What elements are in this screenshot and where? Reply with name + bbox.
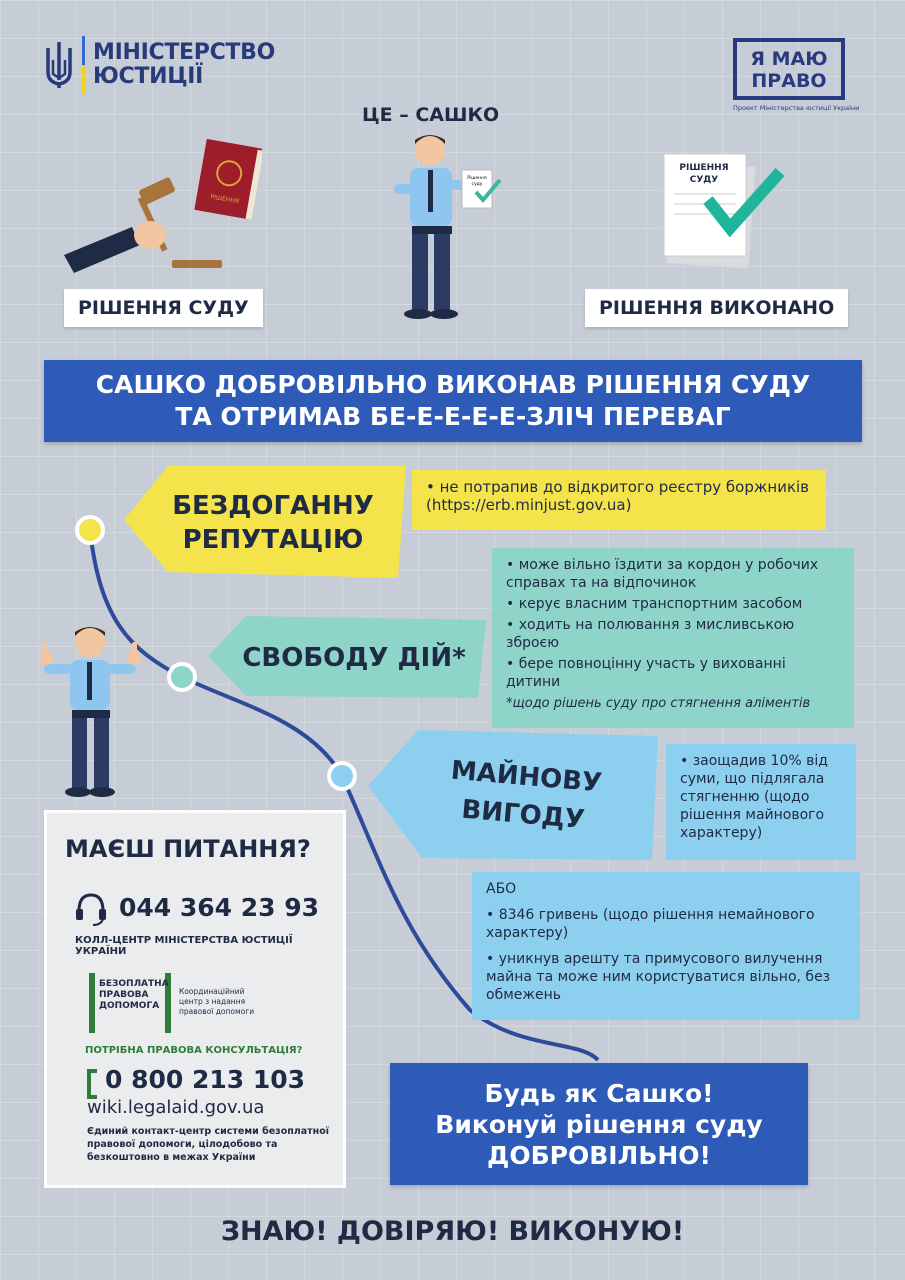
paper-label-line2: суду — [471, 182, 483, 187]
doc-label-line1: РІШЕННЯ — [679, 163, 729, 173]
legalaid-website[interactable]: wiki.legalaid.gov.ua — [87, 1097, 265, 1118]
path-dot-teal — [169, 664, 195, 690]
freedom-item3-line1: • ходить на полювання з мисливською — [506, 617, 795, 633]
project-logo-line2: ПРАВО — [751, 70, 827, 92]
coord-line2: центр з надання — [179, 997, 246, 1006]
property-line2: ВИГОДУ — [460, 794, 587, 836]
project-logo-subtitle: Проект Міністерства юстиції України — [733, 104, 860, 112]
property-text-line3: стягненню (щодо — [680, 789, 810, 805]
contact-phone[interactable]: 044 364 23 93 — [119, 893, 320, 922]
reputation-label — [158, 478, 388, 568]
contact-desc — [87, 1125, 329, 1164]
or-item2 — [486, 950, 846, 1004]
contact-title: МАЄШ ПИТАННЯ? — [65, 835, 311, 863]
freedom-item4-line2: дитини — [506, 674, 561, 690]
court-decision-label: РІШЕННЯ СУДУ — [64, 289, 263, 327]
freedom-info — [492, 548, 854, 728]
paper-label-line1: Рішення — [467, 176, 487, 181]
legal-logo-line1: БЕЗОПЛАТНА — [99, 979, 169, 989]
or-label: АБО — [486, 881, 517, 897]
reputation-line2: РЕПУТАЦІЮ — [182, 525, 364, 555]
path-dot-blue — [329, 763, 355, 789]
headset-icon — [73, 891, 109, 927]
property-label — [410, 748, 640, 844]
path-dot-yellow — [77, 517, 103, 543]
book-doc-label: РІШЕННЯ — [209, 193, 240, 206]
freedom-item3 — [506, 616, 840, 652]
freedom-item3-line2: зброєю — [506, 635, 559, 651]
contact-desc-line2: правової допомоги, цілодобово та — [87, 1139, 278, 1150]
freedom-item1-line1: • може вільно їздити за кордон у робочих — [506, 557, 819, 573]
doc-label-line2: СУДУ — [689, 175, 719, 185]
or-item2-line3: обмежень — [486, 987, 562, 1003]
thumbs-up-figure — [38, 622, 143, 802]
reputation-text-line2: (https://erb.minjust.gov.ua) — [426, 496, 632, 514]
or-info — [472, 872, 860, 1020]
cta-line3: ДОБРОВІЛЬНО! — [487, 1140, 711, 1170]
sashko-title: ЦЕ – САШКО — [362, 104, 500, 126]
ministry-line2: ЮСТИЦІЇ — [93, 64, 204, 89]
cta-line1: Будь як Сашко! — [484, 1078, 714, 1108]
reputation-text-line1: • не потрапив до відкритого реєстру боржників — [426, 478, 810, 496]
freedom-item2: • керує власним транспортним засобом — [506, 596, 803, 612]
coord-line1: Координаційний — [179, 987, 245, 996]
contact-box — [44, 810, 346, 1188]
heading-line1: САШКО ДОБРОВІЛЬНО ВИКОНАВ РІШЕННЯ СУДУ — [95, 370, 811, 399]
project-logo-line1: Я МАЮ — [750, 48, 828, 70]
legal-aid-logo — [89, 973, 171, 1033]
or-item1-line1: • 8346 гривень (щодо рішення немайнового — [486, 907, 815, 923]
cta-box — [390, 1063, 808, 1185]
cta-line2: Виконуй рішення суду — [435, 1109, 763, 1139]
heading-line2: ТА ОТРИМАВ БЕ-Е-Е-Е-Е-ЗЛІЧ ПЕРЕВАГ — [175, 402, 731, 431]
or-item2-line2: майна та може ним користуватися вільно, без — [486, 969, 831, 985]
freedom-note: *щодо рішень суду про стягнення аліментів — [506, 696, 811, 711]
freedom-item1-line2: справах та на відпочинок — [506, 575, 697, 591]
or-item1-line2: характеру) — [486, 925, 569, 941]
ministry-line1: МІНІСТЕРСТВО — [93, 40, 276, 65]
contact-desc-line1: Єдиний контакт-центр системи безоплатної — [87, 1126, 330, 1137]
property-text-line4: рішення майнового — [680, 807, 825, 823]
freedom-item1 — [506, 556, 840, 592]
property-line1: МАЙНОВУ — [449, 755, 604, 799]
legal-logo-line3: ДОПОМОГА — [99, 1001, 160, 1011]
hotline-number[interactable]: 0 800 213 103 — [105, 1065, 306, 1094]
callcenter-label: КОЛЛ-ЦЕНТР МІНІСТЕРСТВА ЮСТИЦІЇ УКРАЇНИ — [75, 935, 293, 957]
reputation-line1: БЕЗДОГАННУ — [172, 491, 374, 521]
property-text-line1: • заощадив 10% від — [680, 753, 828, 769]
or-item1 — [486, 906, 846, 942]
freedom-item4-line1: • бере повноцінну участь у вихованні — [506, 656, 786, 672]
property-text-line2: суми, що підлягала — [680, 771, 825, 787]
property-info — [666, 744, 856, 860]
executed-label: РІШЕННЯ ВИКОНАНО — [585, 289, 848, 327]
freedom-item4 — [506, 655, 840, 691]
or-item2-line1: • уникнув арешту та примусового вилучення — [486, 951, 823, 967]
need-consult: ПОТРІБНА ПРАВОВА КОНСУЛЬТАЦІЯ? — [85, 1045, 303, 1056]
hotline-bracket-icon — [87, 1069, 97, 1099]
reputation-info — [412, 470, 826, 530]
contact-desc-line3: безкоштовно в межах України — [87, 1152, 256, 1163]
coord-center — [179, 987, 254, 1017]
footer-slogan: ЗНАЮ! ДОВІРЯЮ! ВИКОНУЮ! — [220, 1216, 685, 1247]
freedom-label: СВОБОДУ ДІЙ* — [242, 643, 466, 673]
legal-logo-line2: ПРАВОВА — [99, 990, 149, 1000]
coord-line3: правової допомоги — [179, 1007, 255, 1016]
property-text-line5: характеру) — [680, 825, 763, 841]
